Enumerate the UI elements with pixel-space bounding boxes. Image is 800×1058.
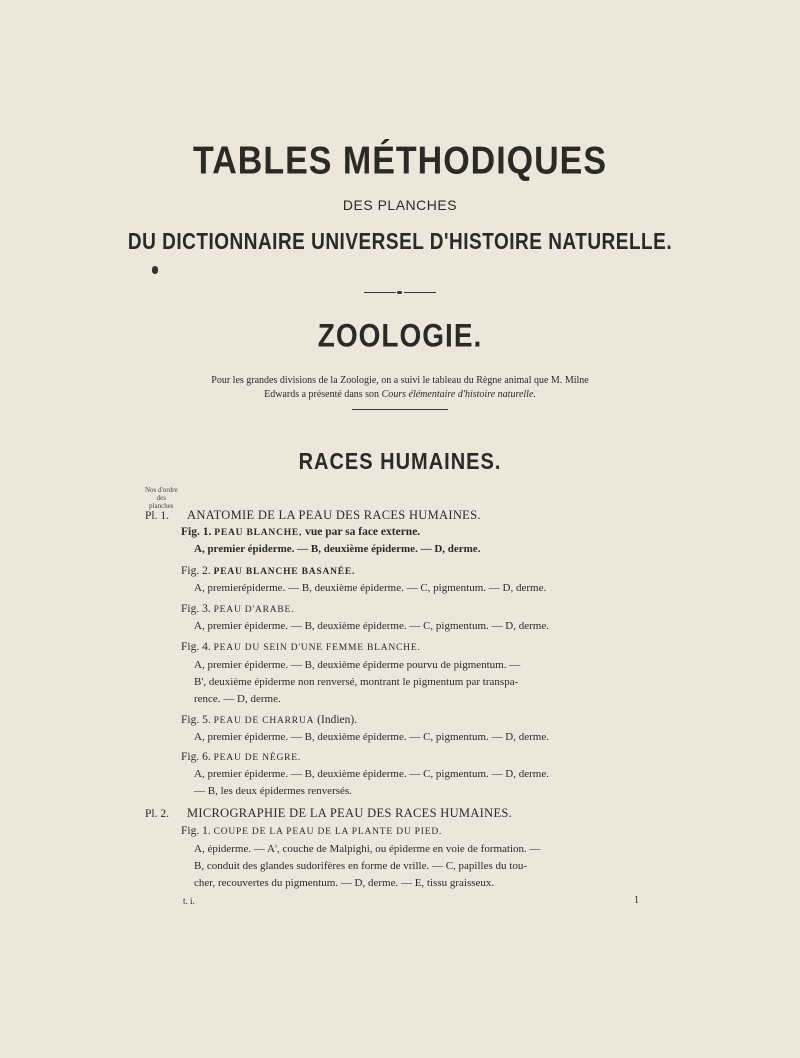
figure-description: A, premier épiderme. — B, deuxième épiderme. — C, pigmentum. — D, derme. — [194, 731, 549, 743]
figure-caption: Fig. 1. PEAU BLANCHE, vue par sa face externe. — [181, 526, 421, 538]
figure-description: rence. — D, derme. — [194, 693, 281, 705]
plate-heading — [145, 508, 481, 523]
intro-line-1: Pour les grandes divisions de la Zoologie, on a suivi le tableau du Règne animal que M. Milne — [211, 375, 589, 386]
intro-line-2: Edwards a présenté dans son Cours élémentaire d'histoire naturelle. — [264, 389, 536, 400]
figure-description: — B, les deux épidermes renversés. — [194, 785, 352, 797]
figure-caption: Fig. 4. PEAU DU SEIN D'UNE FEMME BLANCHE. — [181, 641, 421, 653]
figure-caption: Fig. 6. PEAU DE NÈGRE. — [181, 751, 302, 763]
margin-note: Nos d'ordre des planches — [145, 486, 178, 510]
ink-dot-ornament — [152, 266, 158, 274]
figure-description: A, épiderme. — A', couche de Malpighi, ou épiderme en voie de formation. — — [194, 843, 541, 855]
figure-description: A, premier épiderme. — B, deuxième épiderme. — C, pigmentum. — D, derme. — [194, 768, 549, 780]
figure-description: A, premier épiderme. — B, deuxième épiderme pourvu de pigmentum. — — [194, 659, 521, 671]
figure-caption: Fig. 2. PEAU BLANCHE BASANÉE. — [181, 565, 356, 577]
plate-title: ANATOMIE DE LA PEAU DES RACES HUMAINES. — [187, 508, 481, 522]
plate-title: MICROGRAPHIE DE LA PEAU DES RACES HUMAINES. — [187, 806, 513, 820]
zoology-title: ZOOLOGIE. — [317, 317, 483, 354]
plate-number: Pl. 1. — [145, 510, 169, 522]
figure-caption: Fig. 5. PEAU DE CHARRUA (Indien). — [181, 714, 358, 726]
signature-mark: t. i. — [183, 896, 195, 906]
figure-description: B', deuxième épiderme non renversé, montrant le pigmentum par transpa- — [194, 676, 519, 688]
main-title: TABLES MÉTHODIQUES — [192, 139, 608, 183]
page-number: 1 — [634, 895, 639, 906]
section-title: RACES HUMAINES. — [298, 449, 502, 475]
ornamental-rule — [364, 291, 436, 294]
figure-caption: Fig. 3. PEAU D'ARABE. — [181, 603, 295, 615]
section-rule — [352, 409, 448, 410]
figure-caption: Fig. 1. COUPE DE LA PEAU DE LA PLANTE DU PIED. — [181, 825, 443, 837]
intro-paragraph — [0, 374, 800, 402]
figure-description: A, premier épiderme. — B, deuxième épiderme. — D, derme. — [194, 543, 481, 555]
figure-description: A, premier épiderme. — B, deuxième épiderme. — C, pigmentum. — D, derme. — [194, 620, 549, 632]
subtitle: DES PLANCHES — [342, 197, 458, 213]
figure-description: cher, recouvertes du pigmentum. — D, derme. — E, tissu graisseux. — [194, 877, 495, 889]
plate-heading — [145, 806, 512, 821]
figure-description: B, conduit des glandes sudorifères en forme de vrille. — C, papilles du tou- — [194, 860, 527, 872]
figure-description: A, premierépiderme. — B, deuxième épiderme. — C, pigmentum. — D, derme. — [194, 582, 547, 594]
plate-number: Pl. 2. — [145, 808, 169, 820]
dictionary-title: DU DICTIONNAIRE UNIVERSEL D'HISTOIRE NATURELLE. — [127, 229, 673, 255]
